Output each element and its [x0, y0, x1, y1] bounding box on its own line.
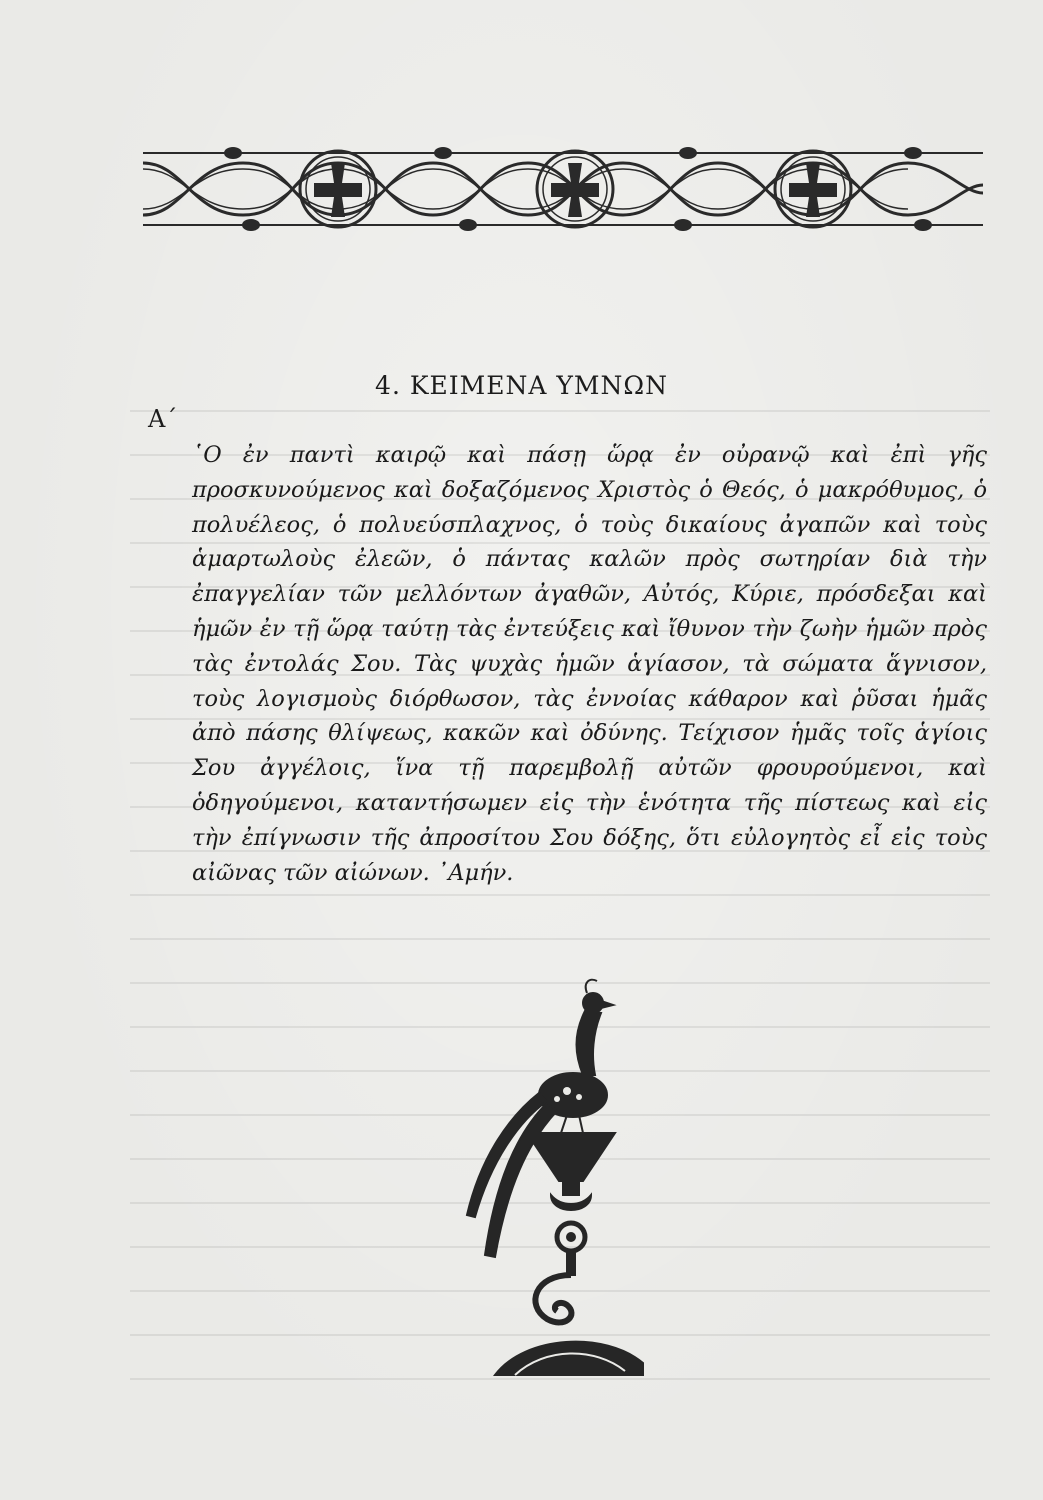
page-title: 4. ΚΕΙΜΕΝΑ ΥΜΝΩΝ — [375, 371, 668, 400]
section-marker: Α΄ — [148, 405, 178, 433]
peacock-ornament-icon — [455, 975, 650, 1385]
prayer-text: ῾Ο ἐν παντὶ καιρῷ καὶ πάσῃ ὥρᾳ ἐν οὐρανῷ καὶ ἐπὶ γῆς προσκυνούμενος καὶ δοξαζόμενος Χριστὸς ὁ Θεός, ὁ μακρόθυμος, ὁ πολυέλεος, ὁ πολυεύσπλαχνος, ὁ τοὺς δικαίους ἀγαπῶν καὶ τοὺς ἁμαρτωλοὺς ἐλεῶν, ὁ πάντας καλῶν πρὸς σωτηρίαν διὰ τὴν ἐπαγγελίαν τῶν μελλόντων ἀγαθῶν, Αὐτός, Κύριε, πρόσδεξαι καὶ ἡμῶν ἐν τῇ ὥρᾳ ταύτῃ τὰς ἐντεύξεις καὶ ἴθυνον τὴν ζωὴν ἡμῶν πρὸς τὰς ἐντολάς Σου. Τὰς ψυχὰς ἡμῶν ἁγίασον, τὰ σώματα ἅγνισον, τοὺς λογισμοὺς διόρθωσον, τὰς ἐννοίας κάθαρον καὶ ῥῦσαι ἡμᾶς ἀπὸ πάσης θλίψεως, κακῶν καὶ ὀδύνης. Τείχισον ἡμᾶς τοῖς ἁγίοις Σου ἀγγέλοις, ἵνα τῇ παρεμβολῇ αὐτῶν φρουρούμενοι, καὶ ὁδηγούμενοι, καταντήσωμεν εἰς τὴν ἑνότητα τῆς πίστεως καὶ εἰς τὴν ἐπίγνωσιν τῆς ἀπροσίτου Σου δόξης, ὅτι εὐλογητὸς εἶ εἰς τοὺς αἰῶνας τῶν αἰώνων. ᾿Αμήν. — [192, 442, 987, 886]
ornament-band-icon — [143, 133, 983, 245]
